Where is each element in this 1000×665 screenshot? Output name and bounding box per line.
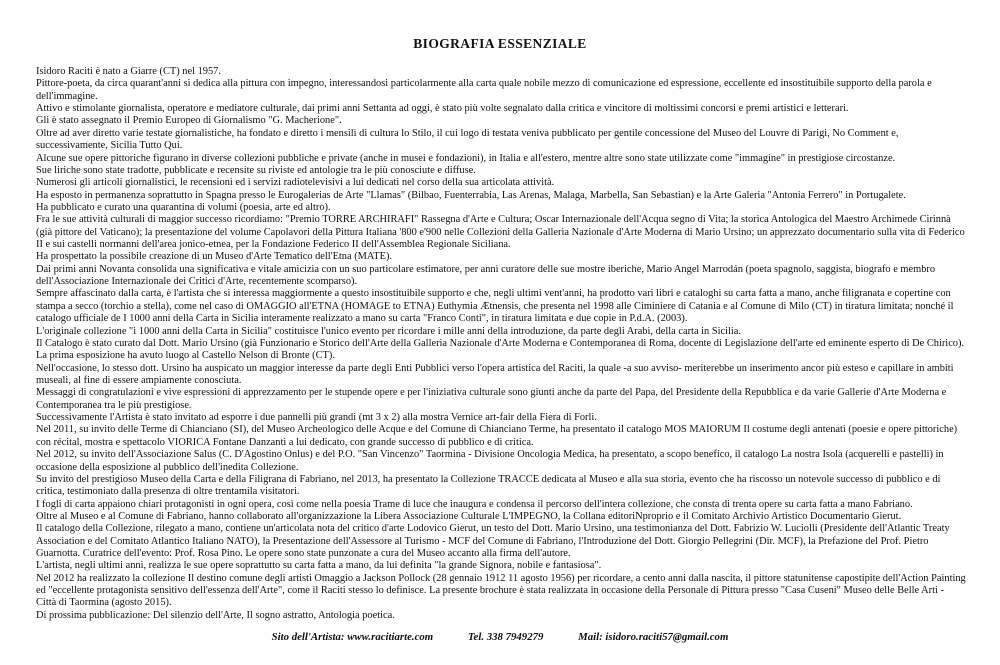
- artist-email-link[interactable]: Mail: isidoro.raciti57@gmail.com: [578, 631, 729, 643]
- paragraph: I fogli di carta appaiono chiari protagonisti in ogni opera, così come nella poesia Trame di luce che inaugura e condensa il percorso dell'intera collezione, che consta di trenta opere su carta fatta a mano Fabriano.: [36, 498, 913, 510]
- contact-footer: [0, 631, 1000, 643]
- paragraph: Nell'occasione, lo stesso dott. Ursino ha auspicato un maggior interesse da parte degli Enti Pubblici verso l'opera artistica del Raciti, la quale -a suo avviso- meriterebbe un inserimento ancor più esteso e capillare in ambiti museali, al fine di essere ampiamente conosciuta.: [36, 362, 954, 386]
- paragraph: L'originale collezione "i 1000 anni della Carta in Sicilia" costituisce l'unico evento per ricordare i mille anni della introduzione, da parte degli Arabi, della carta in Sicilia.: [36, 325, 741, 337]
- paragraph: Numerosi gli articoli giornalistici, le recensioni ed i servizi radiotelevisivi a lui dedicati nel corso della sua articolata attività.: [36, 177, 555, 189]
- paragraph: Sue liriche sono state tradotte, pubblicate e recensite su riviste ed antologie tra le più conosciute e diffuse.: [36, 164, 476, 176]
- paragraph: Il Catalogo è stato curato dal Dott. Mario Ursino (già Funzionario e Storico dell'Arte della Galleria Nazionale d'Arte Moderna e Contemporanea di Roma, docente di Legislazione dell'arte ed eminente esperto di De Chirico).: [36, 337, 965, 349]
- paragraph: Nel 2012, su invito dell'Associazione Salus (C. D'Agostino Onlus) e del P.O. "San Vincenzo" Taormina - Divisione Oncologia Medica, ha presentato, a scopo benefico, il catalogo La nostra Isola (acquerelli e pastelli) in occasione della esposizione al pubblico dell'inedita Collezione.: [36, 449, 944, 473]
- paragraph: Nel 2011, su invito delle Terme di Chianciano (SI), del Museo Archeologico delle Acque e del Comune di Chianciano Terme, ha presentato il catalogo MOS MAIORUM Il costume degli antenati (poesie e opere pittoriche) con récital, mostra e spettacolo VIORICA Fontane Danzanti a lui dedicato, con grande successo di pubblico e di critica.: [36, 424, 958, 448]
- artist-site-link[interactable]: Sito dell'Artista: www.racitiarte.com: [271, 631, 434, 643]
- paragraph: Ha pubblicato e curato una quarantina di volumi (poesia, arte ed altro).: [36, 201, 331, 213]
- paragraph: La prima esposizione ha avuto luogo al Castello Nelson di Bronte (CT).: [36, 350, 335, 362]
- paragraph: Isidoro Raciti è nato a Giarre (CT) nel 1957.: [36, 66, 221, 77]
- paragraph: Fra le sue attività culturali di maggior successo ricordiamo: "Premio TORRE ARCHIRAFI" Rassegna d'Arte e Cultura; Oscar Internazionale dell'Acqua segno di Vita; la storica Antologica del Maestro Archimede Cirinnà (già pittore del Vaticano); la presentazione del volume Capolavori della Pittura Italiana '800 e'900 nelle Collezioni della Galleria Nazionale d'Arte Moderna di Mario Ursino; un apprezzato documentario sulla vita di Federico II e sui castelli normanni dell'area jonico-etnea, per la Fondazione Federico II dell'Assemblea Regionale Siciliana.: [36, 214, 965, 251]
- paragraph: Dai primi anni Novanta consolida una significativa e vitale amicizia con un suo particolare estimatore, per anni curatore delle sue mostre iberiche, Mario Angel Marrodán (poeta spagnolo, saggista, biografo e membro dell'Associazione Internazionale dei Critici d'Arte, recentemente scomparso).: [36, 263, 936, 288]
- paragraph: Il catalogo della Collezione, rilegato a mano, contiene un'articolata nota del critico d'arte Lodovico Gierut, un testo del Dott. Mario Ursino, una testimonianza del Dott. Fabrizio W. Luciolli (Presidente dell'Atlantic Treaty Association e del Comitato Atlantico Italiano NATO), la Presentazione dell'Assessore al Turismo - MCF del Comune di Fabriano, l'Introduzione del Dott. Giorgio Pellegrini (Dir. MCF), la Prefazione del Prof. Pietro Guarnotta. Curatrice dell'evento: Prof. Rosa Pino. Le opere sono state punzonate a cura del Museo accanto alla firma dell'autore.: [36, 523, 950, 560]
- paragraph: Successivamente l'Artista è stato invitato ad esporre i due pannelli più grandi (mt 3 x 2) alla mostra Vernice art-fair della Fiera di Forlì.: [36, 412, 597, 424]
- paragraph: Nel 2012 ha realizzato la collezione Il destino comune degli artisti Omaggio a Jackson Pollock (28 gennaio 1912 11 agosto 1956) per ricordare, a cento anni dalla nascita, il pittore statunitense capostipite dell'Action Painting ed "eccellente protagonista sensitivo dell'essenza dell'Arte", come il Raciti stesso lo definisce. La presente brochure è stata realizzata in occasione della Personale di Pittura presso "Casa Cuseni" Museo delle Belle Arti - Città di Taormina (agosto 2015).: [36, 572, 966, 609]
- paragraph: Pittore-poeta, da circa quarant'anni si dedica alla pittura con impegno, interessandosi particolarmente alla carta quale nobile mezzo di comunicazione ed espressione, eccellente ed insostituibile supporto della parola e dell'immagine.: [36, 78, 932, 102]
- paragraph: Messaggi di congratulazioni e vive espressioni di apprezzamento per le stupende opere e per l'iniziativa culturale sono giunti anche da parte del Papa, del Presidente della Repubblica e da varie Gallerie d'Arte Moderna e Contemporanea tra le più prestigiose.: [36, 387, 947, 411]
- paragraph: Su invito del prestigioso Museo della Carta e della Filigrana di Fabriano, nel 2013, ha presentato la Collezione TRACCE dedicata al Museo e alla sua storia, evento che ha riscosso un notevole successo di pubblico e di critica, testimoniato dalla presenza di oltre trentamila visitatori.: [36, 473, 941, 498]
- paragraph: Attivo e stimolante giornalista, operatore e mediatore culturale, dai primi anni Settanta ad oggi, è stato più volte segnalato dalla critica e vincitore di moltissimi concorsi e premi artistici e letterari.: [36, 103, 849, 115]
- paragraph: Alcune sue opere pittoriche figurano in diverse collezioni pubbliche e private (anche in musei e fondazioni), in Italia e all'estero, mentre altre sono state utilizzate come "immagine" in prestigiose circostanze.: [36, 152, 896, 164]
- paragraph: Sempre affascinato dalla carta, è l'artista che si interessa maggiormente a questo insostituibile supporto e che, negli ultimi vent'anni, ha prodotto vari libri e cataloghi su carta fatta a mano, anche filigranata e copertine con stampa a secco (torchio a stella), come nel caso di OMAGGIO all'ETNA (HOMAGE to ETNA) Euthymia Ætnensis, che presenta nel 1998 alle Ciminiere di Catania e al Comune di Milo (CT) in tiratura limitata; nonché il catalogo ufficiale de I 1000 anni della Carta in Sicilia interamente realizzato a mano su carta "Franco Conti", in tiratura limitata e due copie in P.d.A. (2003).: [36, 288, 954, 325]
- paragraph: Oltre ad aver diretto varie testate giornalistiche, ha fondato e diretto i mensili di cultura lo Stilo, il cui logo di testata veniva pubblicato per gentile concessione del Museo del Louvre di Parigi, No Comment e, successivamente, Sicilia Tutto Qui.: [36, 127, 899, 152]
- artist-phone: Tel. 338 7949279: [467, 631, 544, 643]
- paragraph: Di prossima pubblicazione: Del silenzio dell'Arte, Il sogno astratto, Antologia poetica.: [36, 609, 395, 621]
- biography-body: [36, 66, 966, 622]
- paragraph: Gli è stato assegnato il Premio Europeo di Giornalismo "G. Macherione".: [36, 115, 342, 127]
- paragraph: Oltre al Museo e al Comune di Fabriano, hanno collaborato all'organizzazione la Libera Associazione Culturale L'IMPEGNO, la Collana editoriNproprio e il Comitato Archivio Artistico Documentario Gierut.: [36, 510, 902, 522]
- paragraph: Ha prospettato la possibile creazione di un Museo d'Arte Tematico dell'Etna (MATE).: [36, 251, 393, 263]
- paragraph: Ha esposto in permanenza soprattutto in Spagna presso le Eurogalerias de Arte "Llamas" (Bilbao, Fuenterrabia, Las Arenas, Malaga, Marbella, San Sebastian) e la Arte Galeria "Antonia Ferrero" in Portugalete.: [36, 189, 906, 201]
- page-title: BIOGRAFIA ESSENZIALE: [413, 36, 587, 51]
- paragraph: L'artista, negli ultimi anni, realizza le sue opere soprattutto su carta fatta a mano, da lui definita "la grande Signora, nobile e fantasiosa".: [36, 560, 602, 572]
